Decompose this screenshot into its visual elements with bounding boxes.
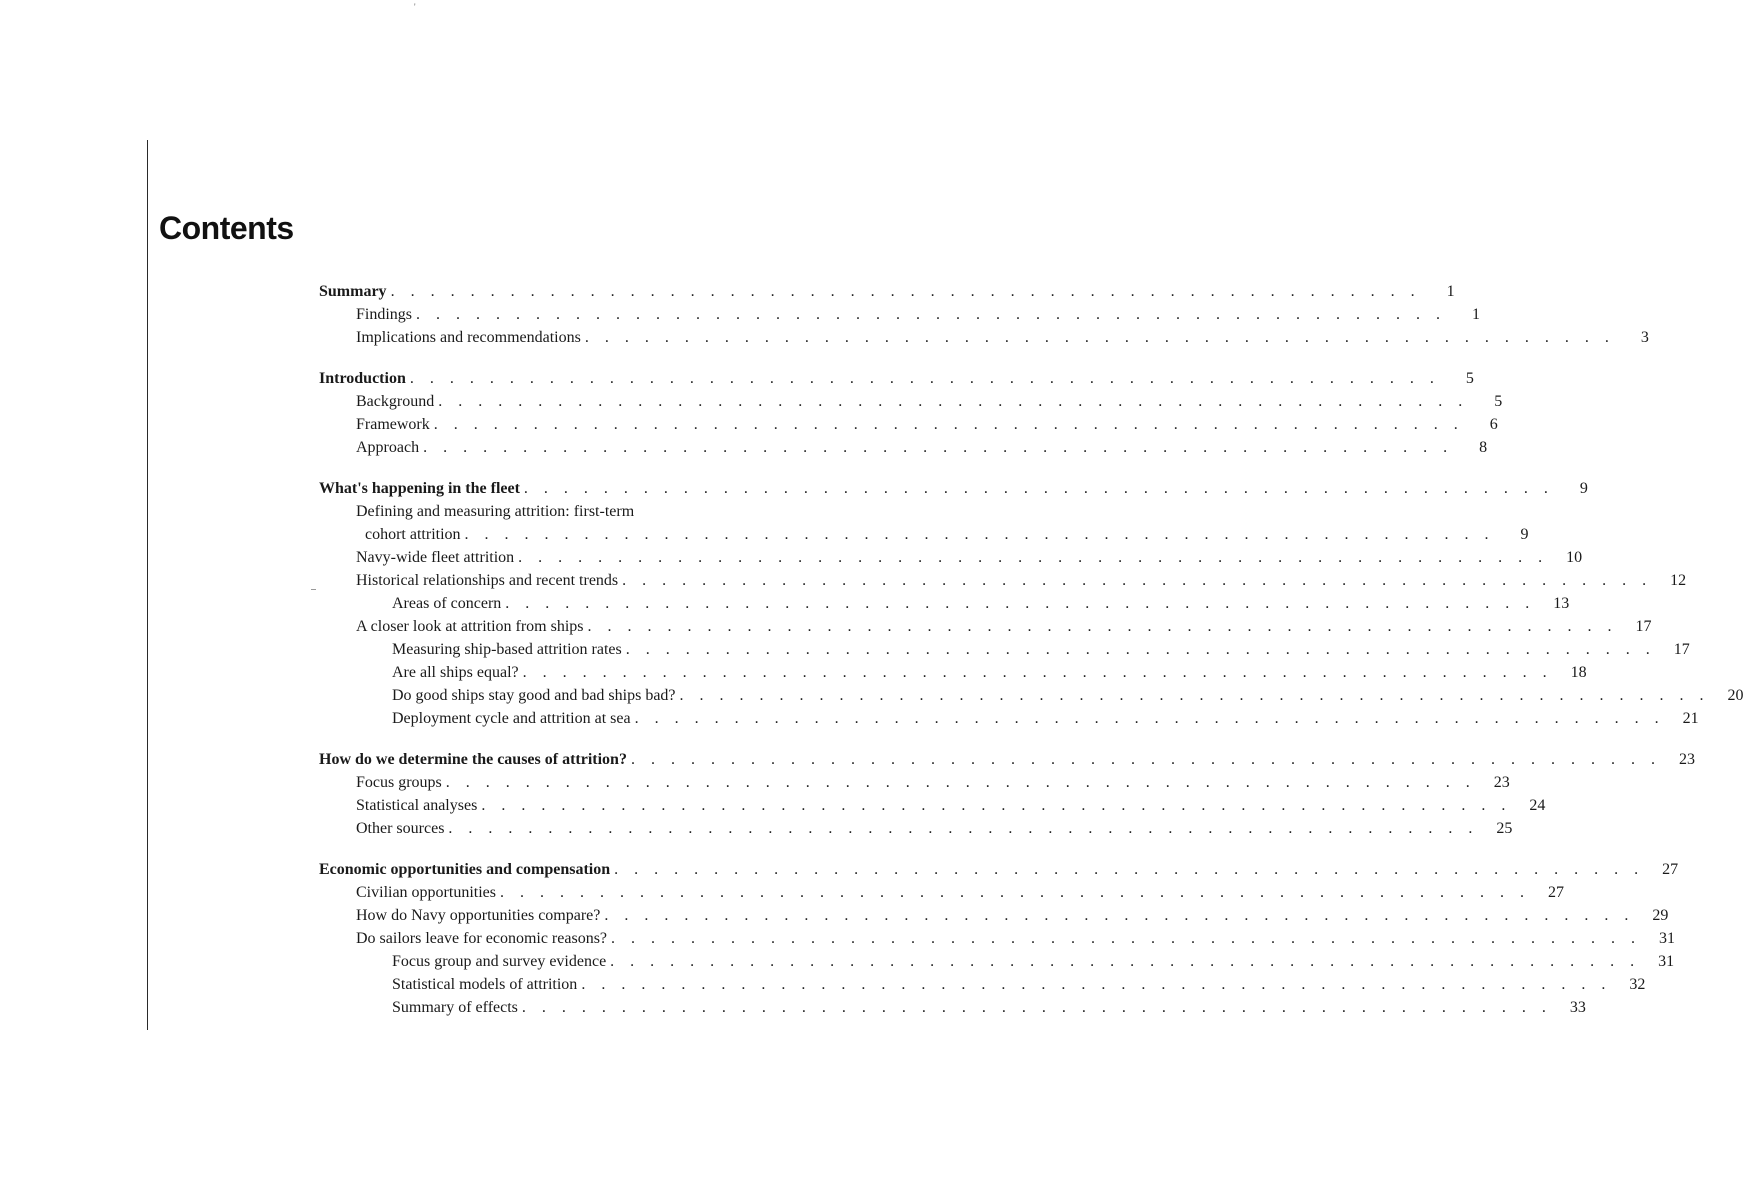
dot-leader: . . . . . . . . . . . . . . . . . . . . . . . . . . . . . . . . . . . . . . . . . . . . . . . . . . . .: [409, 370, 1440, 387]
scan-mark: ': [414, 2, 416, 12]
toc-chapter[interactable]: [319, 367, 1474, 390]
table-of-contents: [319, 280, 1744, 1037]
entry-title: Navy-wide fleet attrition: [356, 549, 515, 566]
entry-title: Deployment cycle and attrition at sea: [392, 710, 631, 727]
entry-title: How do we determine the causes of attrition?: [319, 751, 627, 768]
toc-entry[interactable]: [319, 436, 1488, 459]
entry-title: How do Navy opportunities compare?: [356, 907, 601, 924]
dot-leader: . . . . . . . . . . . . . . . . . . . . . . . . . . . . . . . . . . . . . . . . . . . . . . . . . . . .: [584, 329, 1615, 346]
entry-title: Implications and recommendations: [356, 329, 581, 346]
page-number: 27: [1548, 884, 1564, 901]
toc-chapter[interactable]: [319, 748, 1695, 771]
entry-title: Focus group and survey evidence: [392, 953, 607, 970]
dot-leader: . . . . . . . . . . . . . . . . . . . . . . . . . . . . . . . . . . . . . . . . . . . . . . . . . . . .: [622, 572, 1653, 589]
page-number: 17: [1673, 641, 1690, 658]
margin-rule: [147, 140, 148, 1030]
toc-subentry[interactable]: [319, 973, 1646, 996]
dot-leader: . . . . . . . . . . . . . . . . . . . . . . . . . . . . . . . . . . . . . . . . . . . . . . . . . . . .: [518, 549, 1549, 566]
dot-leader: . . . . . . . . . . . . . . . . . . . . . . . . . . . . . . . . . . . . . . . . . . . . . . . . . . . .: [445, 774, 1476, 791]
page-number: 1: [1446, 283, 1455, 300]
toc-subentry[interactable]: [319, 638, 1690, 661]
entry-title: Do sailors leave for economic reasons?: [356, 930, 608, 947]
page-number: 23: [1678, 751, 1695, 768]
entry-title: Framework: [356, 416, 430, 433]
page-number: 3: [1640, 329, 1649, 346]
toc-entry[interactable]: [319, 569, 1687, 592]
dot-leader: . . . . . . . . . . . . . . . . . . . . . . . . . . . . . . . . . . . . . . . . . . . . . . . . . . . .: [464, 526, 1495, 543]
entry-title: A closer look at attrition from ships: [356, 618, 584, 635]
page-number: 6: [1489, 416, 1498, 433]
page-number: 31: [1659, 930, 1676, 947]
dot-leader: . . . . . . . . . . . . . . . . . . . . . . . . . . . . . . . . . . . . . . . . . . . . . . . . . . . .: [433, 416, 1464, 433]
toc-section: [319, 858, 1679, 1019]
page-number: 12: [1670, 572, 1687, 589]
entry-title: Focus groups: [356, 774, 442, 791]
page-number: 29: [1652, 907, 1669, 924]
entry-title: Statistical analyses: [356, 797, 478, 814]
toc-subentry[interactable]: [319, 684, 1744, 707]
toc-entry[interactable]: [319, 413, 1498, 436]
entry-title: What's happening in the fleet: [319, 480, 520, 497]
page-number: 24: [1529, 797, 1546, 814]
entry-title: Areas of concern: [392, 595, 502, 612]
page-number: 1: [1472, 306, 1481, 323]
dot-leader: . . . . . . . . . . . . . . . . . . . . . . . . . . . . . . . . . . . . . . . . . . . . . . . . . . . .: [505, 595, 1536, 612]
page-number: 9: [1520, 526, 1529, 543]
dot-leader: . . . . . . . . . . . . . . . . . . . . . . . . . . . . . . . . . . . . . . . . . . . . . . . . . . . .: [610, 953, 1641, 970]
dot-leader: . . . . . . . . . . . . . . . . . . . . . . . . . . . . . . . . . . . . . . . . . . . . . . . . . . . .: [522, 664, 1553, 681]
entry-title: Approach: [356, 439, 420, 456]
toc-chapter[interactable]: [319, 280, 1455, 303]
page-number: 33: [1569, 999, 1586, 1016]
toc-entry[interactable]: [319, 523, 1529, 546]
entry-title: Economic opportunities and compensation: [319, 861, 611, 878]
toc-subentry[interactable]: [319, 592, 1570, 615]
dot-leader: . . . . . . . . . . . . . . . . . . . . . . . . . . . . . . . . . . . . . . . . . . . . . . . . . . . .: [634, 710, 1665, 727]
dot-leader: . . . . . . . . . . . . . . . . . . . . . . . . . . . . . . . . . . . . . . . . . . . . . . . . . . . .: [587, 618, 1618, 635]
dot-leader: . . . . . . . . . . . . . . . . . . . . . . . . . . . . . . . . . . . . . . . . . . . . . . . . . . . .: [604, 907, 1635, 924]
toc-subentry[interactable]: [319, 661, 1587, 684]
page-number: 10: [1566, 549, 1583, 566]
page-number: 5: [1465, 370, 1474, 387]
toc-entry[interactable]: [319, 615, 1652, 638]
entry-title: Measuring ship-based attrition rates: [392, 641, 622, 658]
page-number: 5: [1494, 393, 1503, 410]
entry-title: Summary: [319, 283, 387, 300]
entry-title: cohort attrition: [365, 526, 461, 543]
dot-leader: . . . . . . . . . . . . . . . . . . . . . . . . . . . . . . . . . . . . . . . . . . . . . . . . . . . .: [416, 306, 1447, 323]
toc-entry[interactable]: [319, 771, 1510, 794]
page-number: 27: [1662, 861, 1679, 878]
dot-leader: . . . . . . . . . . . . . . . . . . . . . . . . . . . . . . . . . . . . . . . . . . . . . . . . . . . .: [581, 976, 1612, 993]
toc-chapter[interactable]: [319, 858, 1679, 881]
dot-leader: . . . . . . . . . . . . . . . . . . . . . . . . . . . . . . . . . . . . . . . . . . . . . . . . . . . .: [438, 393, 1469, 410]
toc-entry[interactable]: [319, 881, 1564, 904]
page-number: 31: [1658, 953, 1675, 970]
entry-title: Do good ships stay good and bad ships bad?: [392, 687, 676, 704]
toc-entry[interactable]: [319, 794, 1546, 817]
dot-leader: . . . . . . . . . . . . . . . . . . . . . . . . . . . . . . . . . . . . . . . . . . . . . . . . . . . .: [614, 861, 1645, 878]
toc-entry-first-line: Defining and measuring attrition: first-term: [356, 503, 635, 520]
entry-title: Civilian opportunities: [356, 884, 496, 901]
page-number: 20: [1727, 687, 1744, 704]
toc-subentry[interactable]: [319, 707, 1699, 730]
page-number: 21: [1682, 710, 1699, 727]
toc-section: [319, 748, 1695, 840]
entry-title: Statistical models of attrition: [392, 976, 578, 993]
toc-section: [319, 367, 1503, 459]
toc-section: [319, 280, 1649, 349]
page-number: 13: [1553, 595, 1570, 612]
entry-title: Background: [356, 393, 435, 410]
page-number: 9: [1579, 480, 1588, 497]
entry-title: Summary of effects: [392, 999, 518, 1016]
toc-subentry[interactable]: [319, 950, 1675, 973]
dot-leader: . . . . . . . . . . . . . . . . . . . . . . . . . . . . . . . . . . . . . . . . . . . . . . . . . . . .: [625, 641, 1656, 658]
page-number: 8: [1479, 439, 1488, 456]
entry-title: Are all ships equal?: [392, 664, 519, 681]
entry-title: Historical relationships and recent trends: [356, 572, 619, 589]
page-title: Contents: [159, 210, 294, 246]
page-number: 25: [1496, 820, 1513, 837]
dot-leader: . . . . . . . . . . . . . . . . . . . . . . . . . . . . . . . . . . . . . . . . . . . . . . . . . . . .: [521, 999, 1552, 1016]
page-number: 17: [1635, 618, 1652, 635]
dot-leader: . . . . . . . . . . . . . . . . . . . . . . . . . . . . . . . . . . . . . . . . . . . . . . . . . . . .: [523, 480, 1554, 497]
toc-entry[interactable]: [319, 546, 1583, 569]
dot-leader: . . . . . . . . . . . . . . . . . . . . . . . . . . . . . . . . . . . . . . . . . . . . . . . . . . . .: [423, 439, 1454, 456]
entry-title: Other sources: [356, 820, 445, 837]
toc-entry[interactable]: [319, 927, 1676, 950]
toc-entry[interactable]: [319, 390, 1503, 413]
dot-leader: . . . . . . . . . . . . . . . . . . . . . . . . . . . . . . . . . . . . . . . . . . . . . . . . . . . .: [500, 884, 1530, 901]
toc-chapter[interactable]: [319, 477, 1588, 500]
toc-entry[interactable]: [319, 817, 1513, 840]
dot-leader: . . . . . . . . . . . . . . . . . . . . . . . . . . . . . . . . . . . . . . . . . . . . . . . . . . . .: [390, 283, 1421, 300]
entry-title: Introduction: [319, 370, 406, 387]
toc-entry[interactable]: [319, 326, 1649, 349]
page-number: 32: [1629, 976, 1646, 993]
page-number: 18: [1570, 664, 1587, 681]
dot-leader: . . . . . . . . . . . . . . . . . . . . . . . . . . . . . . . . . . . . . . . . . . . . . . . . . . . .: [448, 820, 1479, 837]
dot-leader: . . . . . . . . . . . . . . . . . . . . . . . . . . . . . . . . . . . . . . . . . . . . . . . . . . . .: [679, 687, 1710, 704]
toc-entry[interactable]: [319, 904, 1669, 927]
scan-artifact: [311, 589, 316, 590]
dot-leader: . . . . . . . . . . . . . . . . . . . . . . . . . . . . . . . . . . . . . . . . . . . . . . . . . . . .: [630, 751, 1661, 768]
toc-entry[interactable]: [319, 303, 1481, 326]
dot-leader: . . . . . . . . . . . . . . . . . . . . . . . . . . . . . . . . . . . . . . . . . . . . . . . . . . . .: [611, 930, 1642, 947]
dot-leader: . . . . . . . . . . . . . . . . . . . . . . . . . . . . . . . . . . . . . . . . . . . . . . . . . . . .: [481, 797, 1512, 814]
page-number: 23: [1493, 774, 1510, 791]
entry-title: Findings: [356, 306, 413, 323]
toc-section: [319, 477, 1744, 730]
toc-subentry[interactable]: [319, 996, 1586, 1019]
